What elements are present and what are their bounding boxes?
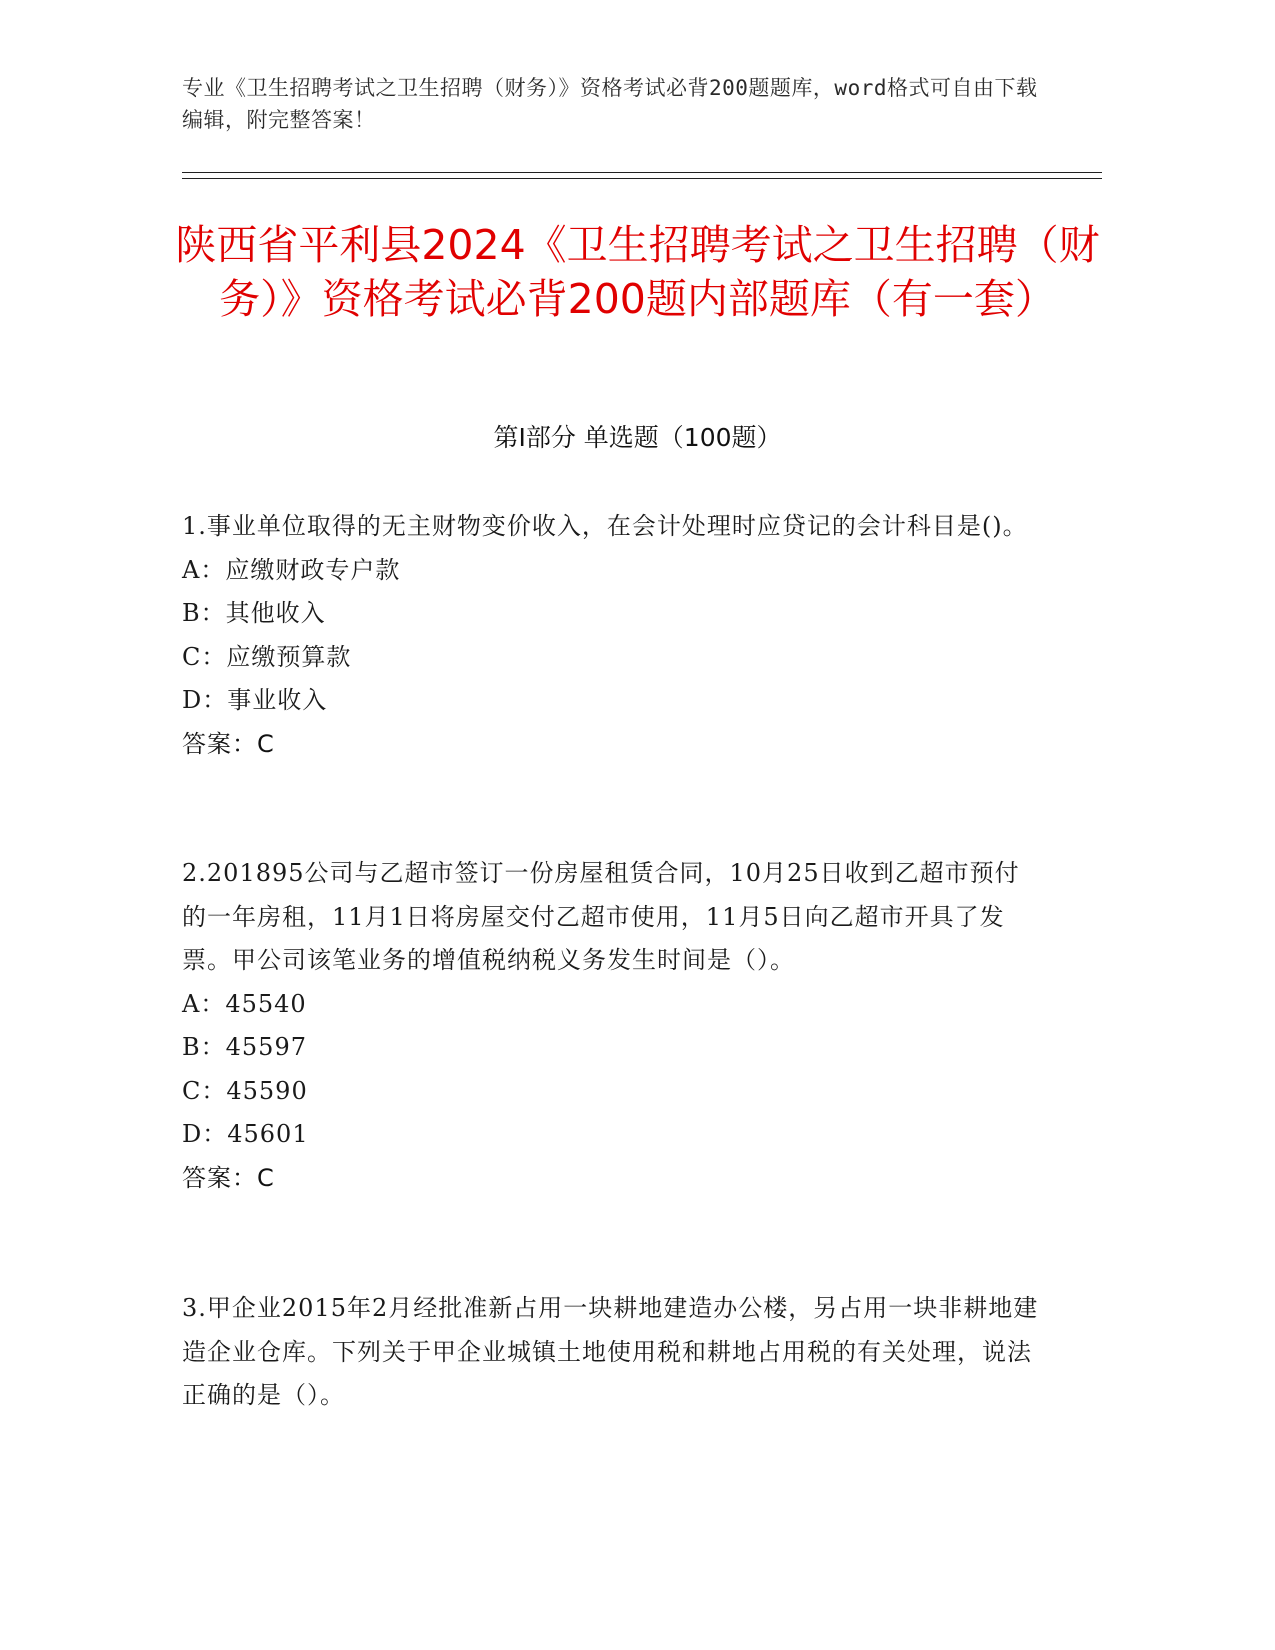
answer-line: 答案：C (182, 1163, 275, 1192)
option-c: C：应缴预算款 (182, 642, 352, 671)
question-stem: 2.201895公司与乙超市签订一份房屋租赁合同，10月25日收到乙超市预付的一年房租，11月1日将房屋交付乙超市使用，11月5日向乙超市开具了发票。甲公司该笔业务的增值税纳税义务发生时间是（）。 (182, 859, 1020, 974)
option-a: A：45540 (182, 989, 307, 1018)
option-b: B：其他收入 (182, 599, 326, 627)
option-c: C：45590 (182, 1076, 308, 1105)
question-item (182, 1287, 1042, 1418)
answer-line: 答案：C (182, 729, 275, 758)
header-divider-top (182, 172, 1102, 173)
question-item (182, 852, 1042, 1200)
option-b: B：45597 (182, 1033, 307, 1061)
header-note: 专业《卫生招聘考试之卫生招聘（财务）》资格考试必背200题题库，word格式可自由下载编辑，附完整答案！ (182, 76, 1038, 132)
question-stem: 3.甲企业2015年2月经批准新占用一块耕地建造办公楼，另占用一块非耕地建造企业仓库。下列关于甲企业城镇土地使用税和耕地占用税的有关处理，说法正确的是（）。 (182, 1294, 1039, 1409)
section-title: 第Ⅰ部分 单选题（100题） (493, 423, 782, 452)
option-d: D：事业收入 (182, 686, 328, 714)
header-divider-bottom (182, 178, 1102, 179)
question-item (182, 505, 1042, 766)
option-a: A：应缴财政专户款 (182, 555, 401, 584)
question-stem: 1.事业单位取得的无主财物变价收入，在会计处理时应贷记的会计科目是()。 (182, 512, 1028, 540)
option-d: D：45601 (182, 1120, 309, 1148)
document-title: 陕西省平利县2024《卫生招聘考试之卫生招聘（财务）》资格考试必背200题内部题库（有一套） (175, 221, 1100, 323)
